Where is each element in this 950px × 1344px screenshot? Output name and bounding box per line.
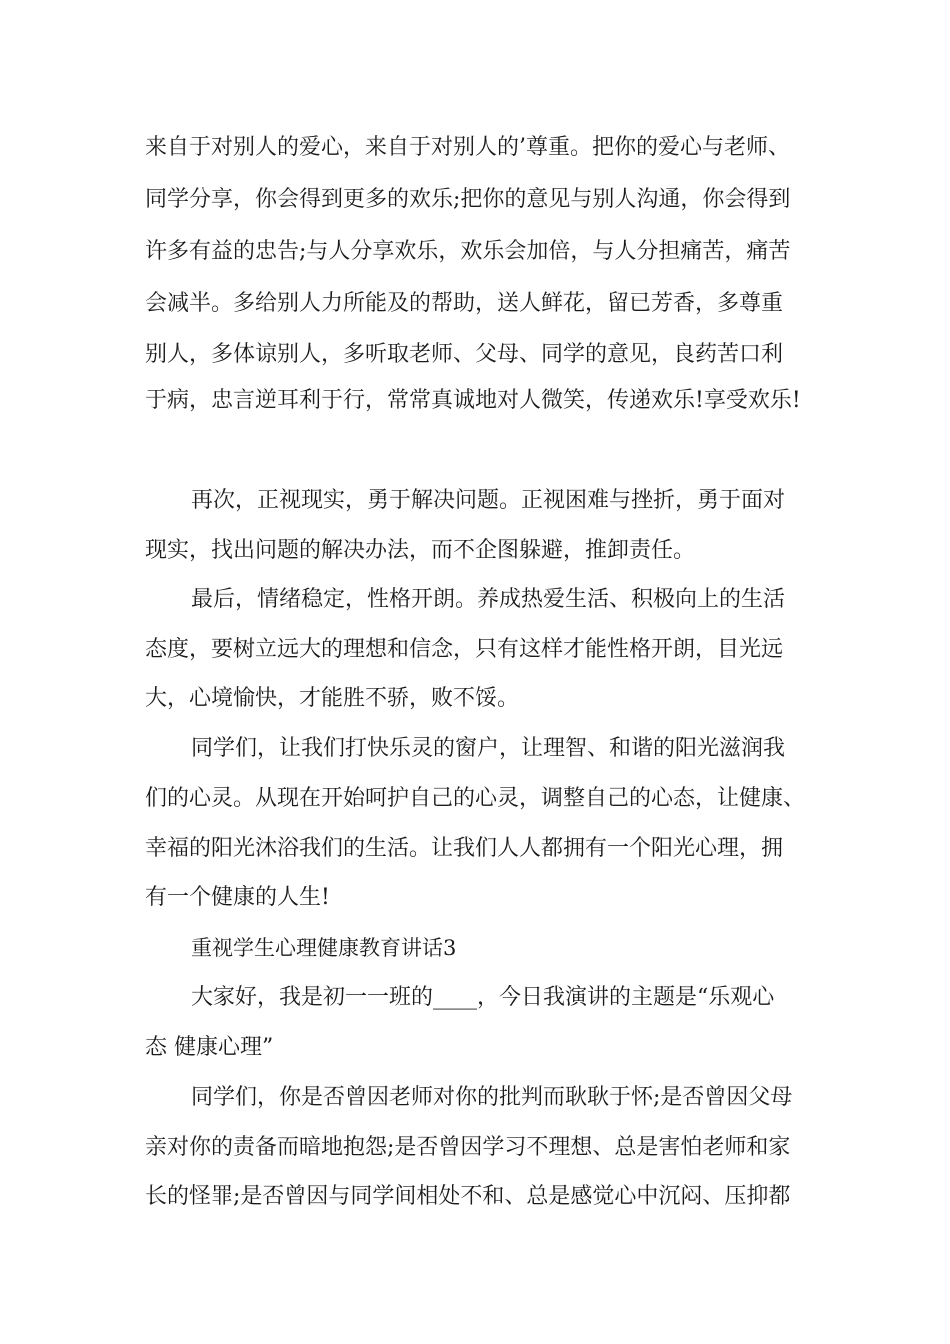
text-line-content: 许多有益的忠告;与人分享欢乐，欢乐会加倍，与人分担痛苦，痛苦 <box>145 239 791 264</box>
text-line-content: 有一个健康的人生! <box>145 885 330 910</box>
text-line-content: 同学分享，你会得到更多的欢乐;把你的意见与别人沟通，你会得到 <box>145 187 791 212</box>
section-heading-text: 重视学生心理健康教育讲话3 <box>191 936 457 960</box>
text-line-content: 同学们，让我们打快乐灵的窗户，让理智、和谐的阳光滋润我 <box>191 736 786 761</box>
text-line-content: 别人，多体谅别人，多听取老师、父母、同学的意见，良药苦口利 <box>145 342 784 367</box>
text-line-content: 大，心境愉快，才能胜不骄，败不馁。 <box>145 686 520 711</box>
text-line-content: 最后，情绪稳定，性格开朗。养成热爱生活、积极向上的生活 <box>191 587 786 612</box>
text-line-content: 现实，找出问题的解决办法，而不企图躲避，推卸责任。 <box>145 538 696 563</box>
text-line-content: 同学们，你是否曾因老师对你的批判而耿耿于怀;是否曾因父母 <box>191 1085 793 1110</box>
text-line-content: 来自于对别人的爱心，来自于对别人的’尊重。把你的爱心与老师、 <box>145 135 790 160</box>
text-line-content: 大家好，我是初一一班的____，今日我演讲的主题是“乐观心 <box>191 985 775 1010</box>
text-line-content: 亲对你的责备而暗地抱怨;是否曾因学习不理想、总是害怕老师和家 <box>145 1135 791 1160</box>
text-line-content: 长的怪罪;是否曾因与同学间相处不和、总是感觉心中沉闷、压抑都 <box>145 1184 791 1209</box>
text-line-content: 态 健康心理” <box>145 1035 274 1060</box>
text-line-content: 态度，要树立远大的理想和信念，只有这样才能性格开朗，目光远 <box>145 637 784 662</box>
text-line-content: 幸福的阳光沐浴我们的生活。让我们人人都拥有一个阳光心理，拥 <box>145 836 784 861</box>
text-line-content: 于病，忠言逆耳利于行，常常真诚地对人微笑，传递欢乐!享受欢乐! <box>145 388 801 413</box>
text-line-content: 再次，正视现实，勇于解决问题。正视困难与挫折，勇于面对 <box>191 488 786 513</box>
text-line-content: 们的心灵。从现在开始呵护自己的心灵，调整自己的心态，让健康、 <box>145 786 806 811</box>
text-line-content: 会减半。多给别人力所能及的帮助，送人鲜花，留已芳香，多尊重 <box>145 291 784 316</box>
